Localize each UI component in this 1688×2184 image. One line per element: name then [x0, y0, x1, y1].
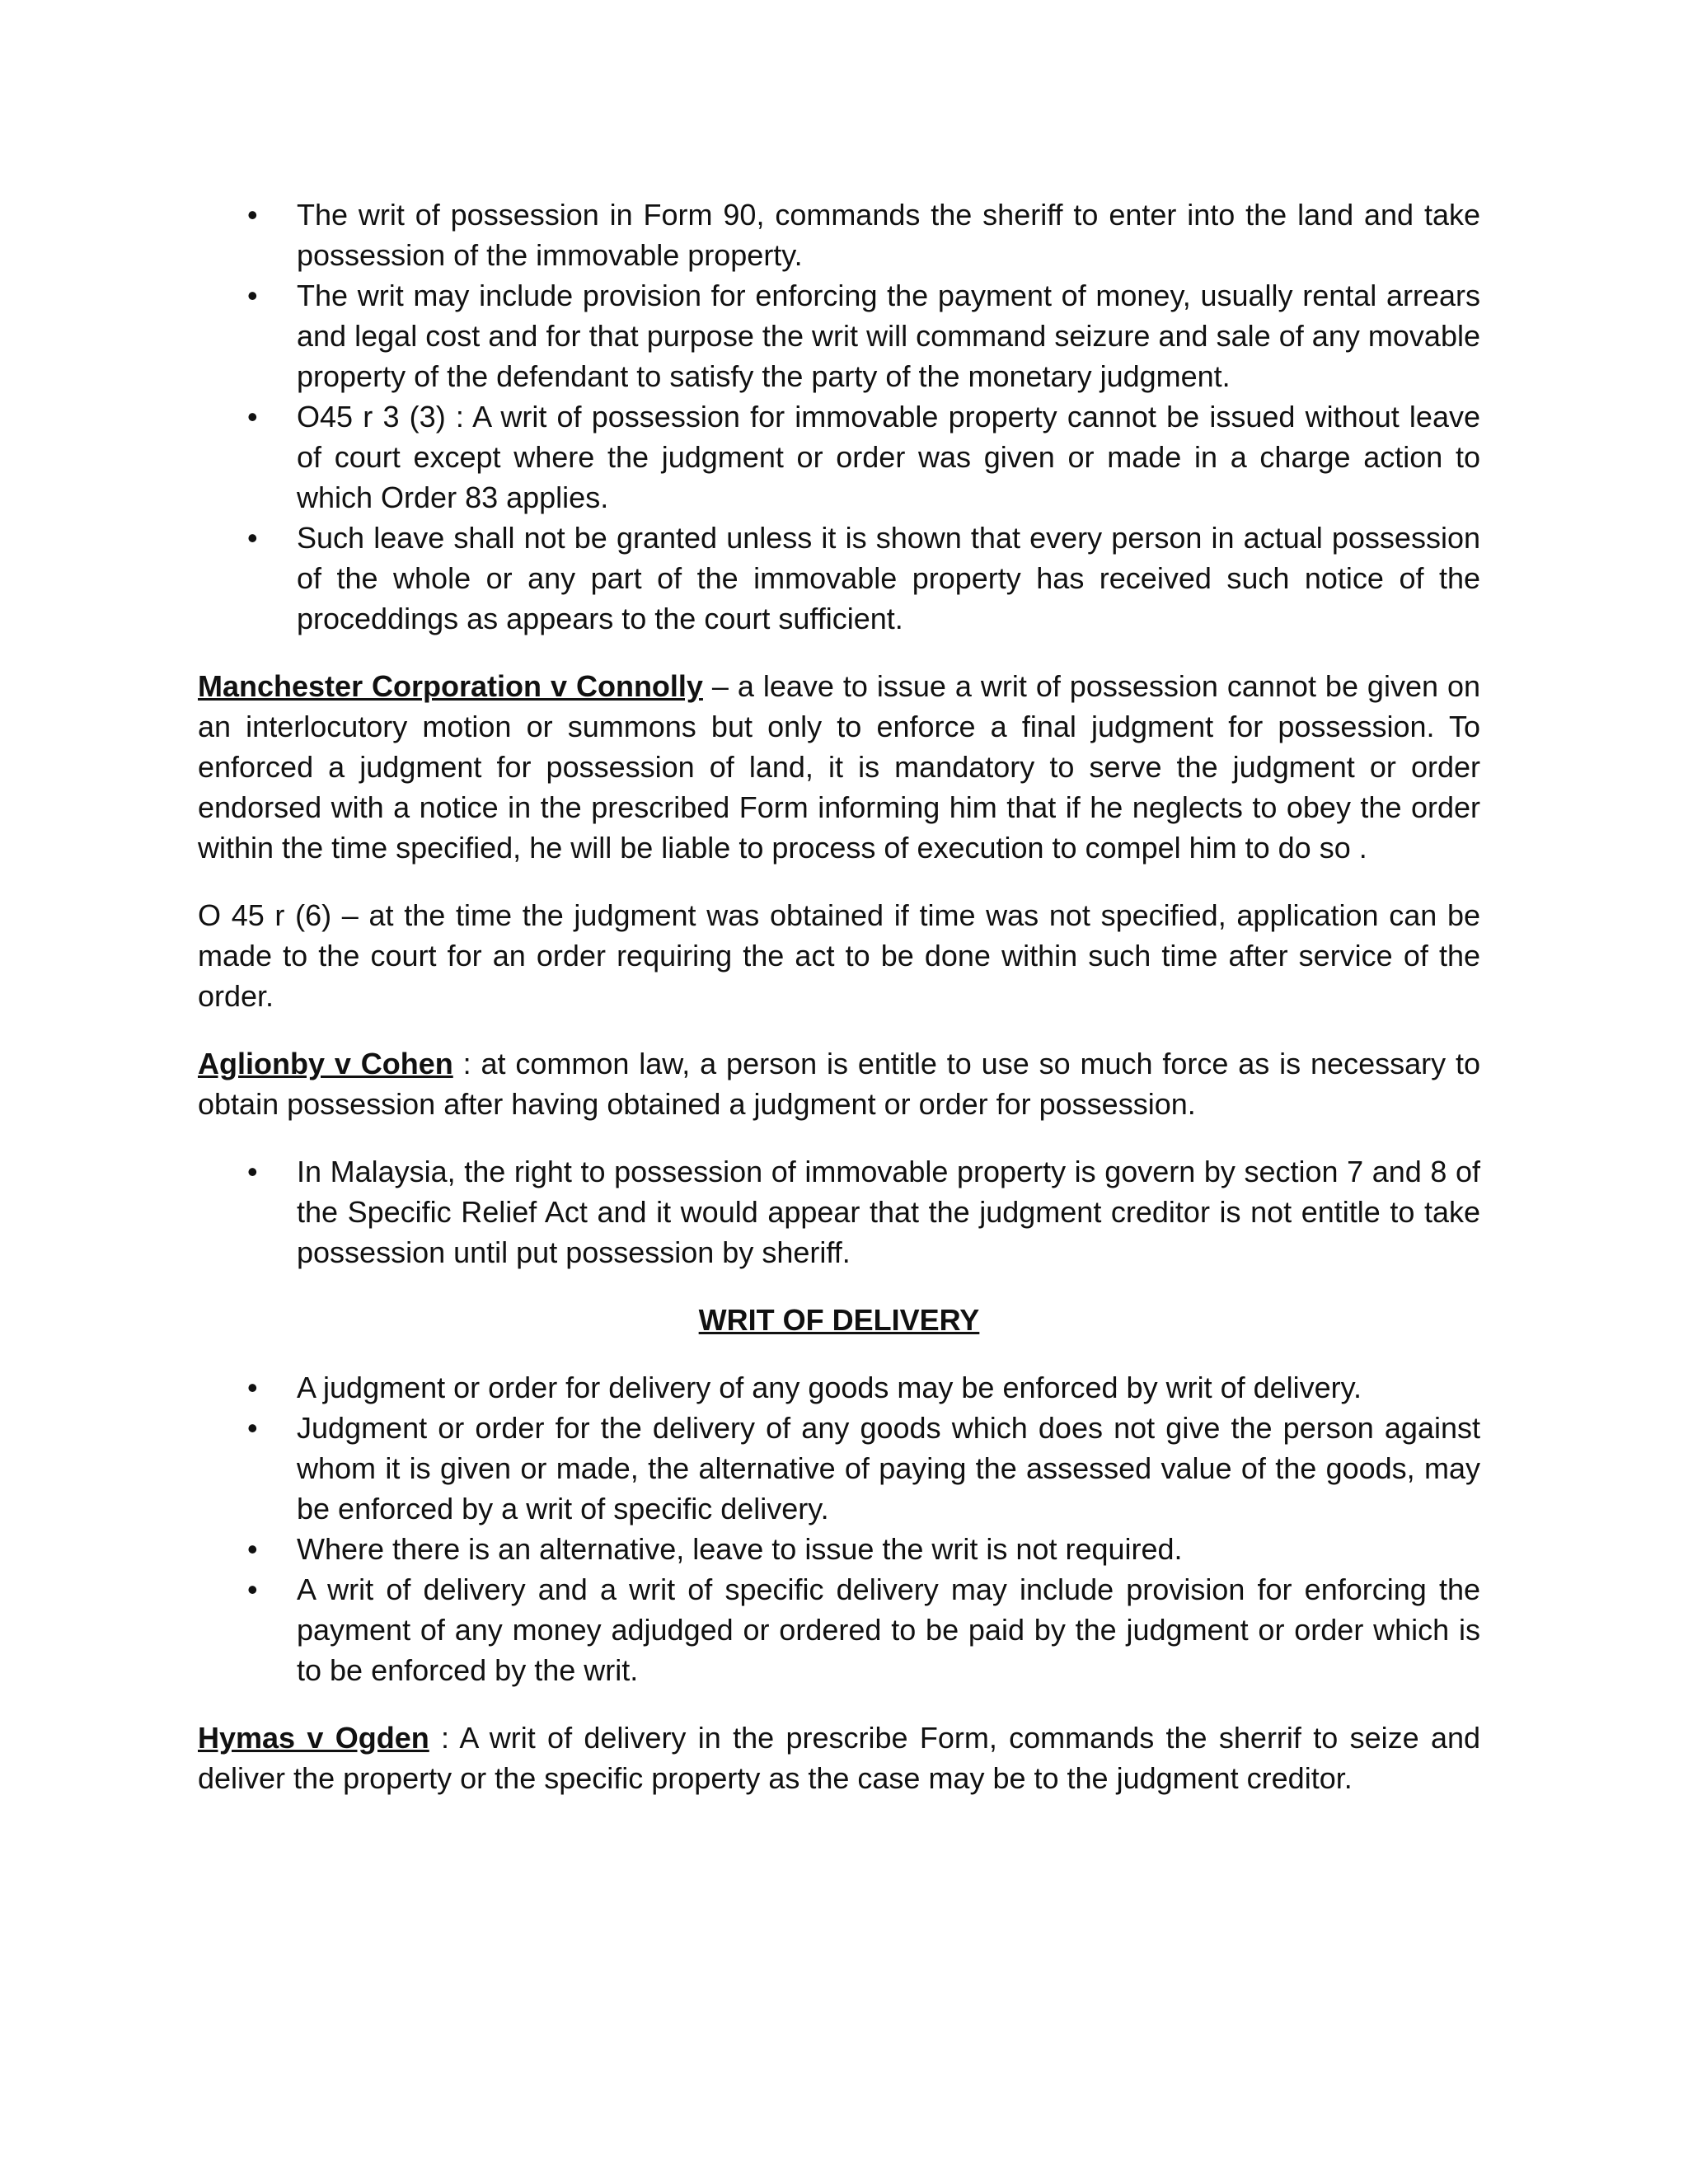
list-item: • Such leave shall not be granted unless it is shown that every person in actual possession of the whole or any part of the immovable property has received such notice of the proceddings as appears to the court sufficient. [198, 518, 1480, 639]
manchester-text: – a leave to issue a writ of possession cannot be given on an interlocutory motion or summons but only to enforce a final judgment for possession. To enforced a judgment for possession of land, it is mandatory to serve the judgment or order endorsed with a notice in the prescribed Form informing him that if he neglects to obey the order within the time specified, he will be liable to process of execution to compel him to do so . [198, 669, 1480, 865]
hymas-paragraph [198, 1718, 1480, 1798]
list-item: • The writ of possession in Form 90, commands the sheriff to enter into the land and take possession of the immovable property. [198, 194, 1480, 275]
o45-r6-paragraph: O 45 r (6) – at the time the judgment was obtained if time was not specified, application can be made to the court for an order requiring the act to be done within such time after service of the order. [198, 898, 1480, 1013]
spacer [198, 1690, 1480, 1718]
section-heading-writ-of-delivery: WRIT OF DELIVERY [698, 1303, 980, 1337]
spacer [198, 639, 1480, 666]
possession-bullet-list [198, 194, 1480, 639]
list-item: • A judgment or order for delivery of any goods may be enforced by writ of delivery. [198, 1367, 1480, 1408]
spacer [198, 868, 1480, 895]
spacer [198, 1016, 1480, 1043]
list-item: • Judgment or order for the delivery of any goods which does not give the person against whom it is given or made, the alternative of paying the assessed value of the goods, may be enforced by a writ of specific delivery. [198, 1408, 1480, 1529]
list-item: • A writ of delivery and a writ of specific delivery may include provision for enforcing the payment of any money adjudged or ordered to be paid by the judgment or order which is to be enforced by the writ. [198, 1569, 1480, 1690]
case-name-aglionby: Aglionby v Cohen [198, 1047, 453, 1080]
aglionby-paragraph [198, 1043, 1480, 1124]
document-page [198, 194, 1480, 1798]
aglionby-text: : at common law, a person is entitle to use so much force as is necessary to obtain possession after having obtained a judgment or order for possession. [198, 1047, 1481, 1121]
spacer [198, 1340, 1480, 1367]
list-item: • In Malaysia, the right to possession of immovable property is govern by section 7 and 8 of the Specific Relief Act and it would appear that the judgment creditor is not entitle to take possession until put possession by sheriff. [198, 1151, 1480, 1272]
delivery-bullet-list [198, 1367, 1480, 1690]
list-item: • Where there is an alternative, leave to issue the writ is not required. [198, 1529, 1480, 1569]
case-name-manchester: Manchester Corporation v Connolly [198, 669, 703, 703]
list-item: • O45 r 3 (3) : A writ of possession for immovable property cannot be issued without leave of court except where the judgment or order was given or made in a charge action to which Order 83 applies. [198, 396, 1480, 518]
spacer [198, 1124, 1480, 1151]
spacer [198, 1272, 1480, 1300]
hymas-text: : A writ of delivery in the prescribe Form, commands the sherrif to seize and deliver the property or the specific property as the case may be to the judgment creditor. [198, 1721, 1481, 1795]
case-name-hymas: Hymas v Ogden [198, 1721, 429, 1755]
manchester-paragraph [198, 666, 1480, 868]
list-item: • The writ may include provision for enforcing the payment of money, usually rental arrears and legal cost and for that purpose the writ will command seizure and sale of any movable property of the defendant to satisfy the party of the monetary judgment. [198, 275, 1480, 396]
malaysia-bullet-list [198, 1151, 1480, 1272]
